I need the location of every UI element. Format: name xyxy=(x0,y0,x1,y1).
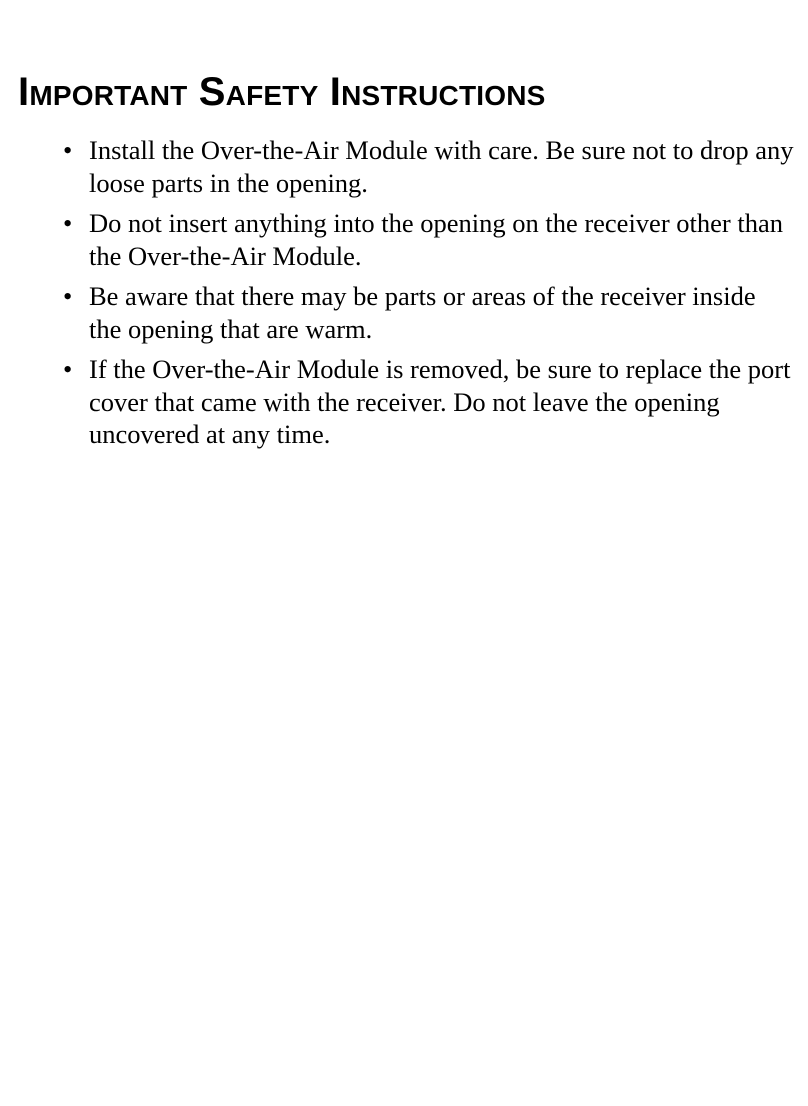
bullet-icon: • xyxy=(63,208,73,238)
list-item xyxy=(0,207,808,272)
section-heading: Important Safety Instructions xyxy=(18,70,546,114)
list-item xyxy=(0,353,808,451)
safety-instructions-list xyxy=(0,134,808,459)
list-item xyxy=(0,280,808,345)
list-item-text: Be aware that there may be parts or areas of the receiver inside the opening that are warm. xyxy=(89,281,756,344)
bullet-icon: • xyxy=(63,281,73,311)
bullet-icon: • xyxy=(63,135,73,165)
bullet-icon: • xyxy=(63,354,73,384)
list-item-text: If the Over-the-Air Module is removed, be sure to replace the port cover that came with the receiver. Do not leave the opening uncovered at any time. xyxy=(89,354,791,449)
list-item xyxy=(0,134,808,199)
list-item-text: Install the Over-the-Air Module with care. Be sure not to drop any loose parts in the opening. xyxy=(89,135,794,198)
list-item-text: Do not insert anything into the opening on the receiver other than the Over-the-Air Module. xyxy=(89,208,783,271)
